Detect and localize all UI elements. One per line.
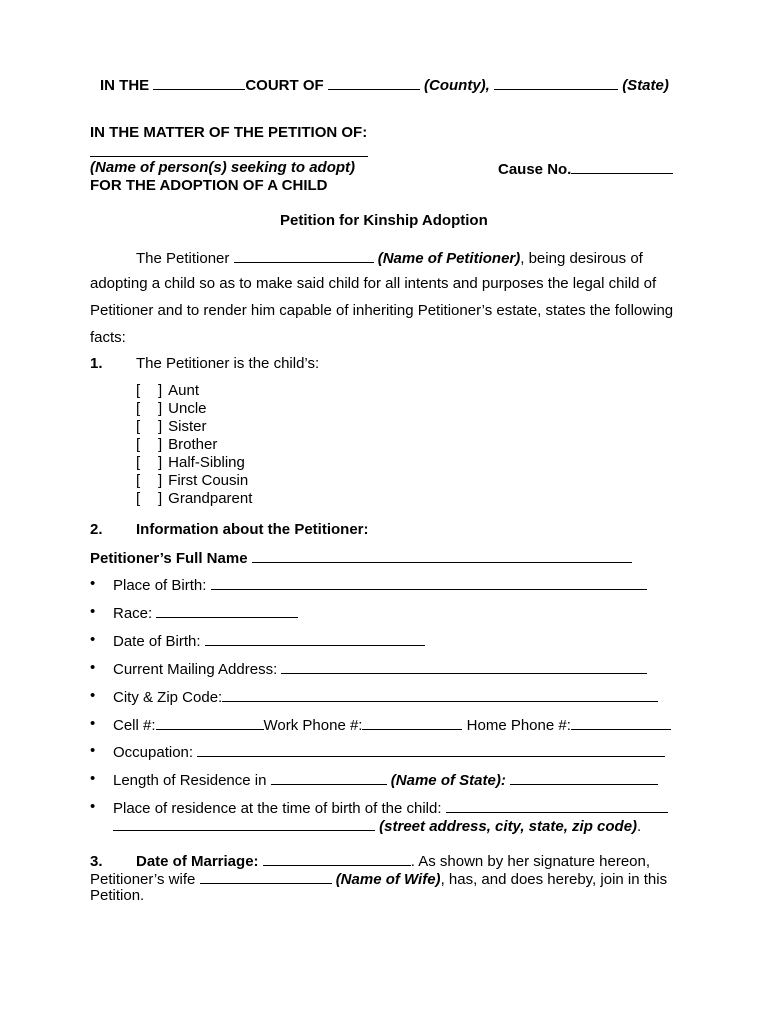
place-residence-field (113, 798, 668, 818)
cause-no-blank[interactable] (571, 159, 673, 174)
street-address-field (113, 816, 641, 836)
full-name-field (90, 548, 632, 568)
dob-blank[interactable] (205, 631, 425, 646)
bullet-icon: • (90, 575, 96, 592)
section-3-number: 3. (90, 853, 103, 870)
petitioner-name-blank[interactable] (90, 142, 368, 157)
race-blank[interactable] (156, 603, 298, 618)
city-zip-blank[interactable] (222, 687, 658, 702)
intro-end: , being desirous of (520, 250, 643, 267)
matter-heading: IN THE MATTER OF THE PETITION OF: (90, 124, 368, 141)
relationship-option (136, 490, 252, 508)
bullet-icon: • (90, 742, 96, 759)
residence-length-blank[interactable] (510, 770, 658, 785)
checkbox[interactable] (136, 490, 158, 508)
intro-line-3: Petitioner and to render him capable of inheriting Petitioner’s estate, states the following (90, 302, 674, 319)
open-bracket: [ (136, 382, 141, 399)
adoption-line: FOR THE ADOPTION OF A CHILD (90, 177, 328, 194)
relationship-option (136, 400, 207, 418)
intro-line-4: facts: (90, 329, 126, 346)
checkbox[interactable] (136, 472, 158, 490)
occupation-label: Occupation: (113, 744, 194, 761)
phone-fields (113, 715, 671, 735)
occupation-blank[interactable] (197, 742, 665, 757)
city-zip-label: City & Zip Code: (113, 689, 223, 706)
name-of-wife-label: (Name of Wife) (335, 871, 441, 888)
section-2 (90, 521, 369, 539)
bullet-icon: • (90, 715, 96, 732)
intro-line-2: adopting a child so as to make said child for all intents and purposes the legal child of (90, 275, 657, 292)
open-bracket: [ (136, 472, 141, 489)
cell-blank[interactable] (156, 715, 264, 730)
close-bracket: ] (158, 436, 163, 453)
close-bracket: ] (158, 490, 163, 507)
mailing-address-field (113, 659, 647, 679)
bullet-icon: • (90, 631, 96, 648)
cause-no-label: Cause No. (498, 161, 572, 178)
court-header (100, 75, 669, 95)
colon: : (500, 772, 506, 789)
open-bracket: [ (136, 418, 141, 435)
cause-no (498, 159, 673, 179)
residence-length-field (113, 770, 658, 790)
open-bracket: [ (136, 490, 141, 507)
section-3-line-2 (90, 869, 667, 889)
close-bracket: ] (158, 400, 163, 417)
place-of-birth-label: Place of Birth: (113, 577, 207, 594)
place-of-birth-blank[interactable] (211, 575, 647, 590)
relationship-option (136, 436, 217, 454)
date-of-marriage-blank[interactable] (263, 851, 411, 866)
close-bracket: ] (158, 418, 163, 435)
period: . (637, 818, 642, 835)
wife-name-blank[interactable] (200, 869, 332, 884)
race-field (113, 603, 298, 623)
relationship-option-label: Brother (168, 436, 218, 453)
place-residence-blank[interactable] (446, 798, 668, 813)
court-of-blank[interactable] (328, 75, 420, 90)
section-3-line-1 (90, 851, 650, 871)
bullet-icon: • (90, 603, 96, 620)
close-bracket: ] (158, 472, 163, 489)
checkbox[interactable] (136, 400, 158, 418)
date-of-marriage-label: Date of Marriage: (136, 853, 259, 870)
checkbox[interactable] (136, 454, 158, 472)
county-blank[interactable] (494, 75, 618, 90)
relationship-option (136, 382, 199, 400)
open-bracket: [ (136, 400, 141, 417)
open-bracket: [ (136, 436, 141, 453)
section-2-heading: Information about the Petitioner: (136, 521, 369, 538)
section-3-text-2-start: Petitioner’s wife (90, 871, 196, 888)
close-bracket: ] (158, 454, 163, 471)
dob-label: Date of Birth: (113, 633, 201, 650)
street-address-label: (street address, city, state, zip code) (379, 818, 638, 835)
checkbox[interactable] (136, 436, 158, 454)
relationship-option (136, 472, 248, 490)
relationship-option-label: Aunt (168, 382, 200, 399)
dob-field (113, 631, 425, 651)
court-blank[interactable] (153, 75, 245, 90)
mailing-address-blank[interactable] (281, 659, 647, 674)
name-of-state-label: (Name of State) (390, 772, 501, 789)
mailing-address-label: Current Mailing Address: (113, 661, 278, 678)
relationship-option-label: Half-Sibling (168, 454, 245, 471)
race-label: Race: (113, 605, 153, 622)
checkbox[interactable] (136, 382, 158, 400)
county-label: (County), (424, 77, 490, 94)
residence-state-blank[interactable] (271, 770, 387, 785)
relationship-option (136, 418, 207, 436)
intro-line-1 (136, 248, 643, 268)
section-1-number: 1. (90, 355, 103, 372)
close-bracket: ] (158, 382, 163, 399)
bullet-icon: • (90, 798, 96, 815)
work-phone-label: Work Phone #: (263, 717, 363, 734)
residence-length-label: Length of Residence in (113, 772, 267, 789)
full-name-label: Petitioner’s Full Name (90, 550, 248, 567)
work-phone-blank[interactable] (362, 715, 462, 730)
section-3-line-3: Petition. (90, 887, 145, 904)
relationship-option-label: Uncle (168, 400, 207, 417)
section-3-text-2-end: , has, and does hereby, join in this (440, 871, 668, 888)
petitioner-blank[interactable] (234, 248, 374, 263)
full-name-blank[interactable] (252, 548, 632, 563)
in-the-label: IN THE (100, 77, 150, 94)
home-phone-blank[interactable] (571, 715, 671, 730)
cell-label: Cell #: (113, 717, 156, 734)
name-of-persons-label: (Name of person(s) seeking to adopt) (90, 159, 356, 176)
relationship-option (136, 454, 245, 472)
open-bracket: [ (136, 454, 141, 471)
section-1 (90, 355, 319, 373)
intro-start: The Petitioner (136, 250, 230, 267)
relationship-option-label: Sister (168, 418, 207, 435)
occupation-field (113, 742, 665, 762)
state-label: (State) (622, 77, 669, 94)
place-residence-label: Place of residence at the time of birth of the child: (113, 800, 442, 817)
home-phone-label: Home Phone #: (466, 717, 571, 734)
relationship-option-label: First Cousin (168, 472, 249, 489)
name-of-petitioner-label: (Name of Petitioner) (377, 250, 521, 267)
city-zip-field (113, 687, 658, 707)
street-address-blank[interactable] (113, 816, 375, 831)
bullet-icon: • (90, 659, 96, 676)
relationship-option-label: Grandparent (168, 490, 253, 507)
section-1-text: The Petitioner is the child’s: (136, 355, 320, 372)
page-title: Petition for Kinship Adoption (280, 212, 488, 229)
section-3-text-1: . As shown by her signature hereon, (410, 853, 651, 870)
court-of-label: COURT OF (245, 77, 324, 94)
bullet-icon: • (90, 770, 96, 787)
section-2-number: 2. (90, 521, 103, 538)
place-of-birth-field (113, 575, 647, 595)
checkbox[interactable] (136, 418, 158, 436)
bullet-icon: • (90, 687, 96, 704)
